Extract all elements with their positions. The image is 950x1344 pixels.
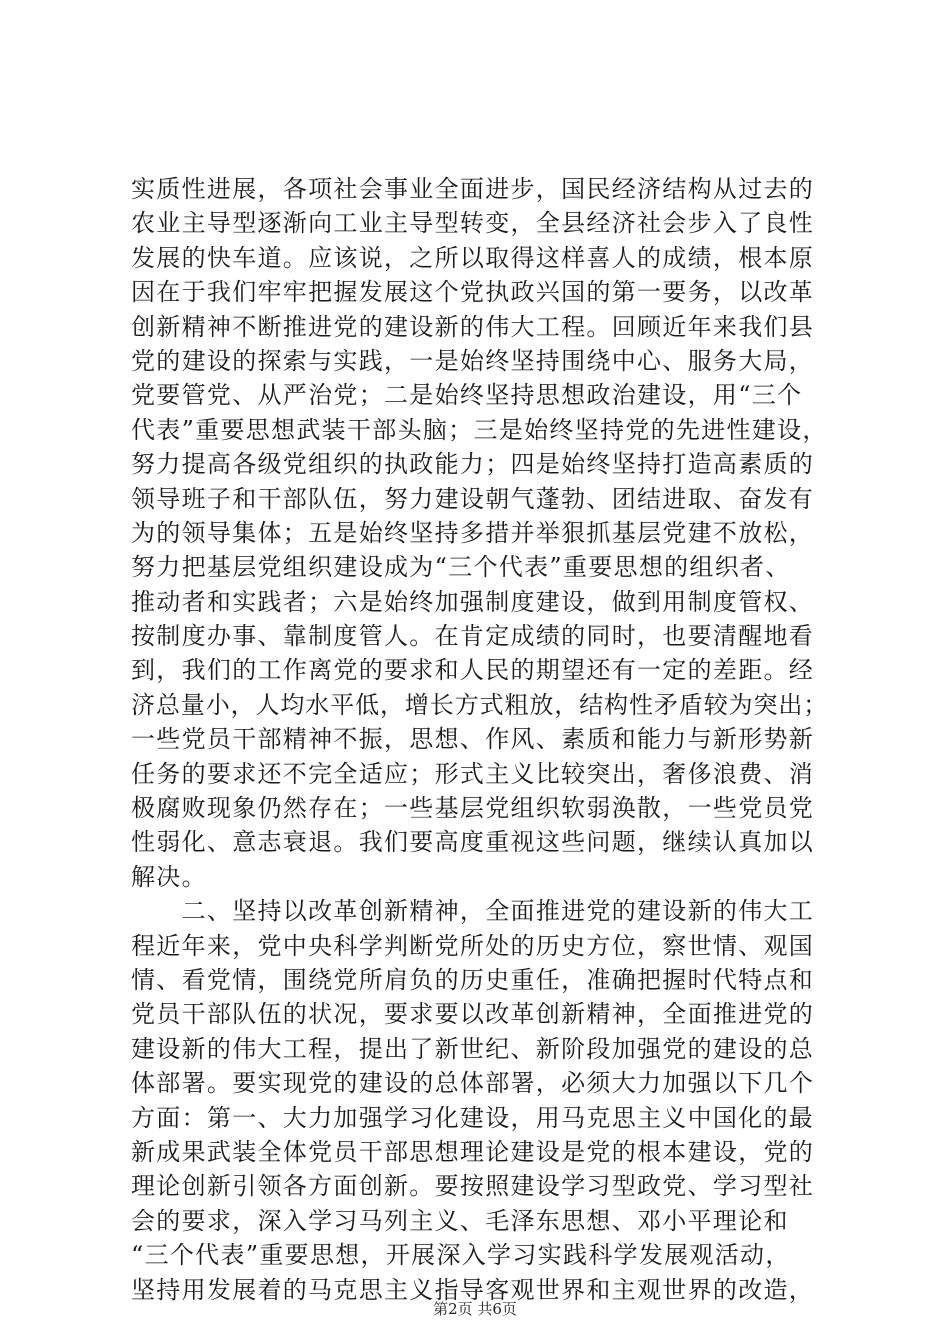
text-line: 代表”重要思想武装干部头脑；三是始终坚持党的先进性建设， bbox=[131, 415, 828, 444]
text-line: 性弱化、意志衰退。我们要高度重视这些问题，继续认真加以 bbox=[131, 828, 815, 857]
text-line: 情、看党情，围绕党所肩负的历史重任，准确把握时代特点和 bbox=[131, 965, 815, 994]
text-line: 一些党员干部精神不振，思想、作风、素质和能力与新形势新 bbox=[131, 725, 815, 754]
text-line: 推动者和实践者；六是始终加强制度建设，做到用制度管权、 bbox=[131, 587, 815, 616]
text-line: 发展的快车道。应该说，之所以取得这样喜人的成绩，根本原 bbox=[131, 243, 815, 272]
text-line: 解决。 bbox=[131, 862, 207, 891]
text-line: 方面：第一、大力加强学习化建设，用马克思主义中国化的最 bbox=[131, 1103, 815, 1132]
text-line: 会的要求，深入学习马列主义、毛泽东思想、邓小平理论和 bbox=[131, 1206, 789, 1235]
text-line: 党要管党、从严治党；二是始终坚持思想政治建设，用“三个 bbox=[131, 381, 803, 410]
text-line: 坚持用发展着的马克思主义指导客观世界和主观世界的改造， bbox=[131, 1275, 815, 1304]
text-line: 程近年来，党中央科学判断党所处的历史方位，察世情、观国 bbox=[131, 931, 815, 960]
text-line: 党员干部队伍的状况，要求要以改革创新精神，全面推进党的 bbox=[131, 1000, 815, 1029]
text-line: 济总量小，人均水平低，增长方式粗放，结构性矛盾较为突出； bbox=[131, 690, 829, 719]
text-line: 体部署。要实现党的建设的总体部署，必须大力加强以下几个 bbox=[131, 1069, 815, 1098]
text-line: 创新精神不断推进党的建设新的伟大工程。回顾近年来我们县 bbox=[131, 312, 815, 341]
body-text bbox=[131, 172, 831, 1307]
text-line: 农业主导型逐渐向工业主导型转变，全县经济社会步入了良性 bbox=[131, 209, 815, 238]
text-line: 二、坚持以改革创新精神，全面推进党的建设新的伟大工 bbox=[131, 897, 815, 926]
text-line: 理论创新引领各方面创新。要按照建设学习型政党、学习型社 bbox=[131, 1172, 815, 1201]
text-line: 因在于我们牢牢把握发展这个党执政兴国的第一要务，以改革 bbox=[131, 278, 815, 307]
text-line: 任务的要求还不完全适应；形式主义比较突出，奢侈浪费、消 bbox=[131, 759, 815, 788]
text-line: “三个代表”重要思想，开展深入学习实践科学发展观活动， bbox=[131, 1241, 791, 1270]
text-line: 实质性进展，各项社会事业全面进步，国民经济结构从过去的 bbox=[131, 175, 815, 203]
page-footer: 第2页 共6页 bbox=[433, 1300, 517, 1318]
text-line: 按制度办事、靠制度管人。在肯定成绩的同时，也要清醒地看 bbox=[131, 622, 815, 651]
text-line: 建设新的伟大工程，提出了新世纪、新阶段加强党的建设的总 bbox=[131, 1034, 815, 1063]
text-line: 领导班子和干部队伍，努力建设朝气蓬勃、团结进取、奋发有 bbox=[131, 484, 815, 513]
text-line: 新成果武装全体党员干部思想理论建设是党的根本建设，党的 bbox=[131, 1137, 815, 1166]
text-line: 到，我们的工作离党的要求和人民的期望还有一定的差距。经 bbox=[131, 656, 815, 685]
text-line: 党的建设的探索与实践，一是始终坚持围绕中心、服务大局， bbox=[131, 346, 815, 375]
text-line: 为的领导集体；五是始终坚持多措并举狠抓基层党建不放松， bbox=[131, 518, 815, 547]
text-line: 努力把基层党组织建设成为“三个代表”重要思想的组织者、 bbox=[131, 553, 791, 582]
text-line: 努力提高各级党组织的执政能力；四是始终坚持打造高素质的 bbox=[131, 450, 815, 479]
text-line: 极腐败现象仍然存在；一些基层党组织软弱涣散，一些党员党 bbox=[131, 794, 815, 823]
